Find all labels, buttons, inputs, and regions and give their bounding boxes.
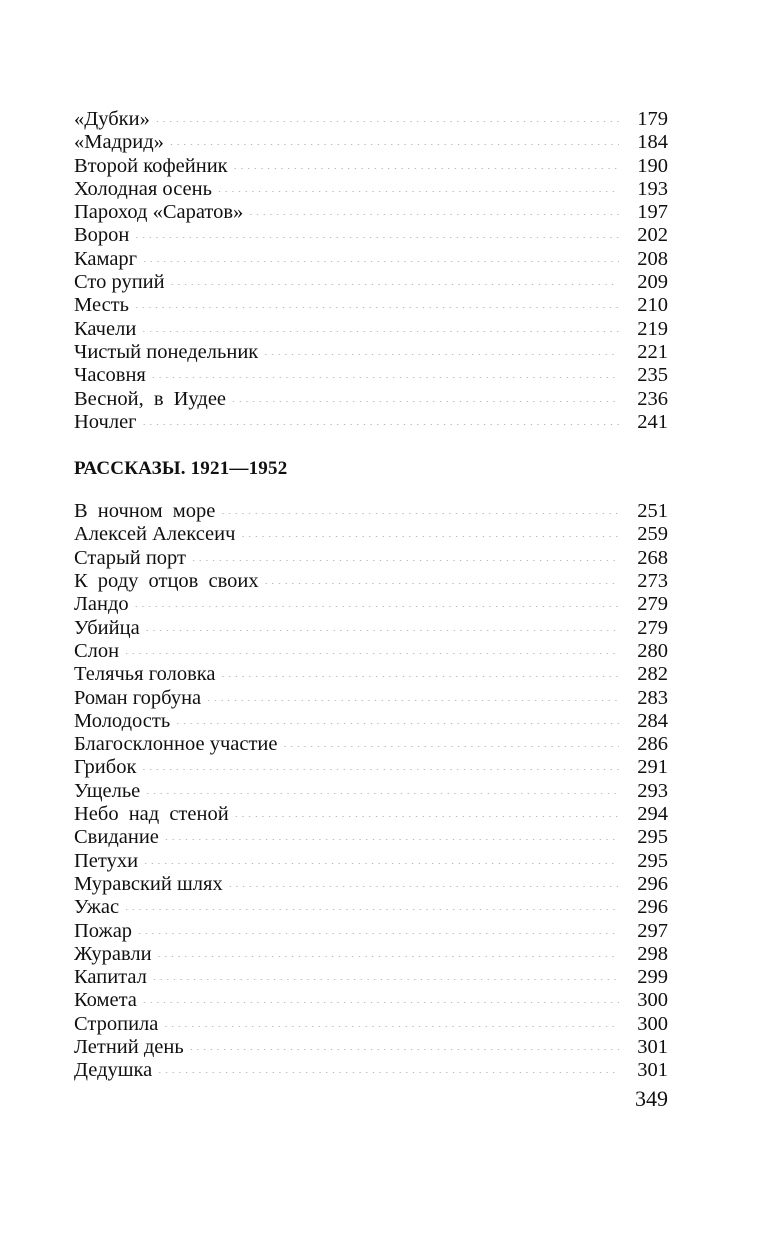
toc-entry-page-number: 221 (637, 340, 668, 363)
toc-entry[interactable] (74, 663, 668, 686)
toc-entry-title: Свидание (74, 826, 159, 849)
toc-entry-title: Капитал (74, 966, 147, 989)
toc-entry-page-number: 295 (637, 849, 668, 872)
toc-entry-page-number: 295 (637, 826, 668, 849)
toc-entry-title: Весной, в Иудее (74, 387, 227, 410)
toc-entry-page-number: 241 (637, 410, 668, 433)
toc-dot-leader (155, 121, 619, 122)
toc-entry-title: Часовня (74, 364, 146, 387)
toc-entry-page-number: 297 (637, 919, 668, 942)
toc-entry-page-number: 184 (637, 131, 668, 154)
table-of-contents (74, 108, 668, 1083)
toc-dot-leader (134, 307, 619, 308)
toc-dot-leader (163, 1026, 619, 1027)
toc-entry-title: Старый порт (74, 546, 186, 569)
toc-entry-page-number: 197 (637, 201, 668, 224)
toc-dot-leader (164, 839, 619, 840)
toc-entry[interactable] (74, 411, 668, 434)
toc-section-heading: РАССКАЗЫ. 1921—1952 (74, 458, 288, 480)
toc-entry[interactable] (74, 364, 668, 387)
toc-dot-leader (124, 653, 619, 654)
toc-entry-title: Алексей Алексеич (74, 523, 236, 546)
toc-entry-title: Слон (74, 639, 120, 662)
toc-entry[interactable] (74, 593, 668, 616)
toc-entry-page-number: 251 (637, 500, 668, 523)
toc-entry-title: Роман горбуна (74, 686, 202, 709)
toc-entry-page-number: 209 (637, 271, 668, 294)
toc-dot-leader (234, 816, 619, 817)
toc-entry[interactable] (74, 318, 668, 341)
toc-entry-title: Дедушка (74, 1059, 153, 1082)
toc-entry-title: В ночном море (74, 500, 216, 523)
toc-entry-title: Ущелье (74, 779, 141, 802)
toc-dot-leader (264, 583, 619, 584)
toc-entry-page-number: 259 (637, 523, 668, 546)
toc-dot-leader (152, 979, 619, 980)
toc-entry-page-number: 283 (637, 686, 668, 709)
toc-entry-page-number: 202 (637, 224, 668, 247)
toc-entry-page-number: 286 (637, 733, 668, 756)
toc-entry[interactable] (74, 640, 668, 663)
toc-dot-leader (233, 168, 619, 169)
toc-entry-page-number: 299 (637, 966, 668, 989)
toc-dot-leader (248, 214, 619, 215)
toc-entry-title: Грибок (74, 756, 137, 779)
toc-entry[interactable] (74, 756, 668, 779)
toc-entry-page-number: 298 (637, 942, 668, 965)
toc-dot-leader (240, 536, 619, 537)
toc-entry[interactable] (74, 341, 668, 364)
toc-entry-page-number: 210 (637, 294, 668, 317)
toc-entry-page-number: 294 (637, 803, 668, 826)
toc-entry-page-number: 279 (637, 593, 668, 616)
toc-dot-leader (151, 377, 619, 378)
toc-entry-title: Месть (74, 294, 129, 317)
toc-dot-leader (145, 630, 619, 631)
toc-entry-title: Качели (74, 317, 137, 340)
toc-dot-leader (142, 1002, 619, 1003)
toc-entry[interactable] (74, 920, 668, 943)
toc-entry[interactable] (74, 294, 668, 317)
toc-entry[interactable] (74, 131, 668, 154)
toc-entry[interactable] (74, 388, 668, 411)
toc-entry-page-number: 236 (637, 387, 668, 410)
toc-entry-page-number: 282 (637, 663, 668, 686)
toc-entry[interactable] (74, 155, 668, 178)
toc-entry[interactable] (74, 826, 668, 849)
toc-dot-leader (189, 1049, 619, 1050)
toc-entry-page-number: 300 (637, 1012, 668, 1035)
toc-dot-leader (134, 606, 619, 607)
toc-dot-leader (231, 401, 619, 402)
toc-dot-leader (157, 956, 619, 957)
toc-entry-page-number: 190 (637, 154, 668, 177)
toc-dot-leader (141, 769, 619, 770)
toc-dot-leader (134, 237, 619, 238)
toc-entry[interactable] (74, 966, 668, 989)
toc-entry-page-number: 300 (637, 989, 668, 1012)
toc-dot-leader (157, 1072, 619, 1073)
toc-entry-page-number: 279 (637, 616, 668, 639)
toc-entry-page-number: 268 (637, 546, 668, 569)
toc-entry[interactable] (74, 178, 668, 201)
toc-entry[interactable] (74, 570, 668, 593)
toc-entry[interactable] (74, 547, 668, 570)
toc-entry-title: Молодость (74, 709, 171, 732)
toc-entry-page-number: 296 (637, 896, 668, 919)
toc-entry-title: Летний день (74, 1035, 184, 1058)
toc-entry-title: Ворон (74, 224, 130, 247)
toc-entry-title: Муравский шлях (74, 872, 223, 895)
toc-dot-leader (142, 261, 619, 262)
toc-entry[interactable] (74, 108, 668, 131)
toc-dot-leader (169, 144, 619, 145)
toc-dot-leader (137, 933, 619, 934)
toc-entry[interactable] (74, 989, 668, 1012)
toc-dot-leader (124, 909, 619, 910)
toc-entry-page-number: 296 (637, 872, 668, 895)
toc-entry[interactable] (74, 224, 668, 247)
toc-dot-leader (217, 191, 619, 192)
toc-entry[interactable] (74, 271, 668, 294)
toc-entry[interactable] (74, 201, 668, 224)
toc-entry-title: Благосклонное участие (74, 733, 278, 756)
toc-dot-leader (170, 284, 619, 285)
toc-entry-title: Петухи (74, 849, 139, 872)
toc-entry[interactable] (74, 803, 668, 826)
toc-entry-title: Второй кофейник (74, 154, 228, 177)
toc-entry-title: Чистый понедельник (74, 340, 259, 363)
toc-entry[interactable] (74, 1059, 668, 1082)
toc-entry[interactable] (74, 523, 668, 546)
toc-dot-leader (143, 863, 619, 864)
toc-dot-leader (221, 676, 620, 677)
toc-entry[interactable] (74, 1036, 668, 1059)
toc-entry-page-number: 235 (637, 364, 668, 387)
toc-entry-title: «Мадрид» (74, 131, 164, 154)
toc-entry-title: Ландо (74, 593, 129, 616)
toc-entry-title: Ужас (74, 896, 120, 919)
toc-entry-page-number: 280 (637, 639, 668, 662)
toc-entry-title: Небо над стеной (74, 803, 229, 826)
toc-entry-title: Пароход «Саратов» (74, 201, 244, 224)
toc-entry-title: К роду отцов своих (74, 570, 259, 593)
toc-entry[interactable] (74, 710, 668, 733)
toc-entry[interactable] (74, 733, 668, 756)
toc-entry[interactable] (74, 943, 668, 966)
toc-entry-title: «Дубки» (74, 108, 150, 130)
toc-dot-leader (191, 560, 619, 561)
toc-entry[interactable] (74, 248, 668, 271)
toc-entry[interactable] (74, 687, 668, 710)
toc-entry[interactable] (74, 850, 668, 873)
toc-dot-leader (175, 723, 619, 724)
toc-entry-page-number: 219 (637, 317, 668, 340)
toc-entry[interactable] (74, 500, 668, 523)
toc-entry-title: Сто рупий (74, 271, 165, 294)
page-folio: 349 (635, 1086, 668, 1111)
toc-dot-leader (142, 424, 619, 425)
toc-entry-title: Стропила (74, 1012, 159, 1035)
toc-entry-title: Комета (74, 989, 137, 1012)
toc-dot-leader (263, 354, 619, 355)
toc-entry-title: Телячья головка (74, 663, 216, 686)
toc-entry-page-number: 291 (637, 756, 668, 779)
toc-entry-title: Пожар (74, 919, 133, 942)
toc-entry[interactable] (74, 896, 668, 919)
toc-entry[interactable] (74, 780, 668, 803)
toc-entry[interactable] (74, 1013, 668, 1036)
toc-dot-leader (145, 793, 619, 794)
toc-entry-title: Камарг (74, 247, 138, 270)
toc-entry-page-number: 301 (637, 1059, 668, 1082)
toc-entry-page-number: 301 (637, 1035, 668, 1058)
toc-entry-page-number: 273 (637, 570, 668, 593)
toc-entry-title: Холодная осень (74, 177, 212, 200)
toc-entry-page-number: 193 (637, 177, 668, 200)
toc-entry-page-number: 293 (637, 779, 668, 802)
toc-entry[interactable] (74, 617, 668, 640)
toc-entry[interactable] (74, 873, 668, 896)
toc-entry-title: Ночлег (74, 410, 137, 433)
toc-dot-leader (228, 886, 619, 887)
toc-entry-page-number: 208 (637, 247, 668, 270)
toc-entry-title: Журавли (74, 942, 152, 965)
toc-entry-title: Убийца (74, 616, 140, 639)
toc-dot-leader (141, 331, 619, 332)
toc-entry-page-number: 284 (637, 709, 668, 732)
toc-dot-leader (206, 700, 619, 701)
toc-entry-page-number: 179 (637, 108, 668, 130)
toc-dot-leader (282, 746, 619, 747)
toc-dot-leader (220, 513, 619, 514)
